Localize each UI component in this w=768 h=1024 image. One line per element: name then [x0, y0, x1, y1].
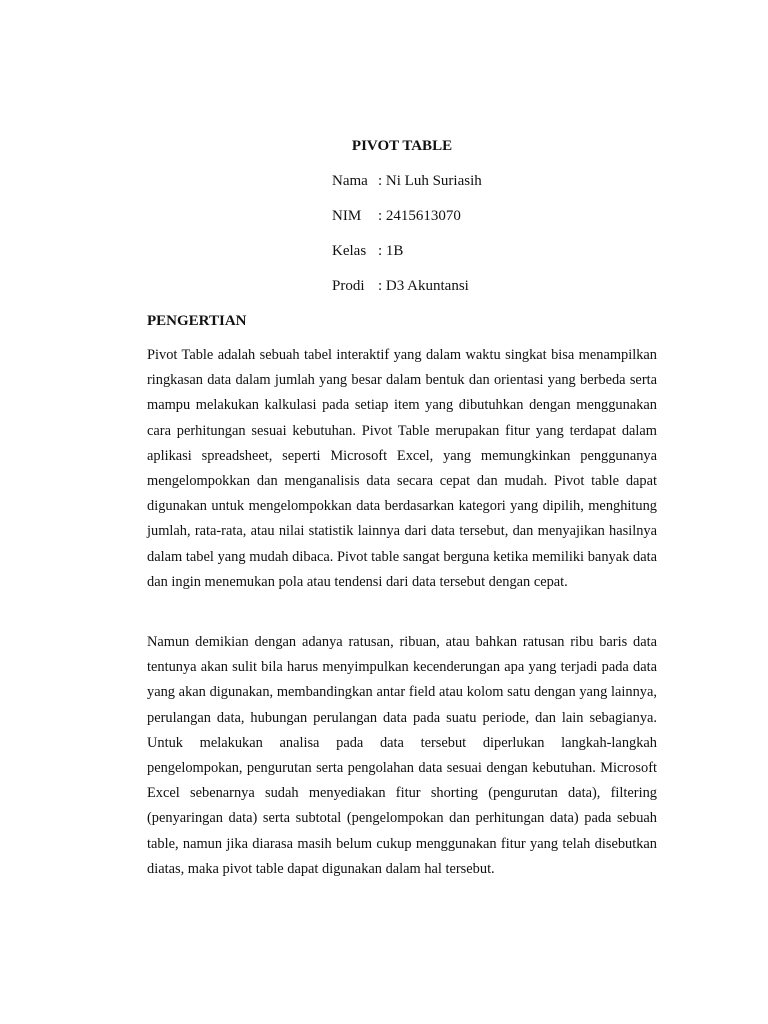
identity-label: NIM [332, 208, 362, 224]
student-identity-block [332, 172, 482, 312]
identity-value: : Ni Luh Suriasih [378, 173, 482, 189]
identity-label: Prodi [332, 278, 365, 294]
body-paragraph: Pivot Table adalah sebuah tabel interaktif yang dalam waktu singkat bisa menampilkan ringkasan data dalam jumlah yang besar dalam bentuk dan orientasi yang berbeda serta mampu melakukan kalkulasi pada setiap item yang dibutuhkan dengan menggunakan cara perhitungan sesuai kebutuhan. Pivot Table merupakan fitur yang terdapat dalam aplikasi spreadsheet, seperti Microsoft Excel, yang memungkinkan penggunanya mengelompokkan dan menganalisis data secara cepat dan mudah. Pivot table dapat digunakan untuk mengelompokkan data berdasarkan kategori yang dipilih, menghitung jumlah, rata-rata, atau nilai statistik lainnya dari data tersebut, dan menyajikan hasilnya dalam tabel yang mudah dibaca. Pivot table sangat berguna ketika memiliki banyak data dan ingin menemukan pola atau tendensi dari data tersebut dengan cepat. [147, 347, 657, 590]
identity-row-kelas [332, 242, 482, 277]
identity-row-prodi [332, 277, 482, 312]
body-paragraph: Namun demikian dengan adanya ratusan, ribuan, atau bahkan ratusan ribu baris data tentunya akan sulit bila harus menyimpulkan kecenderungan apa yang terjadi pada data yang akan digunakan, membandingkan antar field atau kolom satu dengan yang lainnya, perulangan data, hubungan perulangan data pada suatu periode, dan lain sebagianya. Untuk melakukan analisa pada data tersebut diperlukan langkah-langkah pengelompokan, pengurutan serta pengolahan data sesuai dengan kebutuhan. Microsoft Excel sebenarnya sudah menyediakan fitur shorting (pengurutan data), filtering (penyaringan data) serta subtotal (pengelompokan dan perhitungan data) pada sebuah table, namun jika diarasa masih belum cukup menggunakan fitur yang telah disebutkan diatas, maka pivot table dapat digunakan dalam hal tersebut. [147, 634, 657, 877]
document-title: PIVOT TABLE [351, 138, 453, 154]
identity-value: : D3 Akuntansi [378, 278, 469, 294]
identity-row-nama [332, 172, 482, 207]
identity-label: Nama [332, 173, 368, 189]
section-heading-pengertian: PENGERTIAN [147, 313, 247, 329]
identity-label: Kelas [332, 243, 367, 259]
identity-value: : 1B [378, 243, 404, 259]
identity-row-nim [332, 207, 482, 242]
identity-value: : 2415613070 [378, 208, 461, 224]
